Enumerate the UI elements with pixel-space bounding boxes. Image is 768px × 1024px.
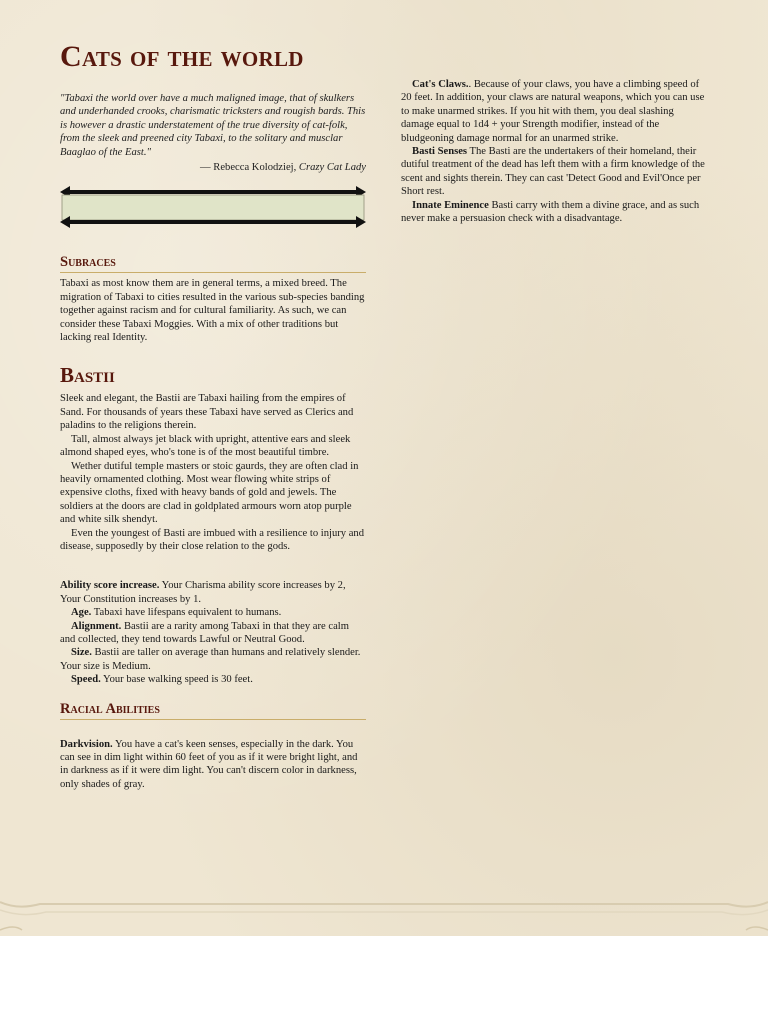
trait-alignment — [60, 620, 366, 647]
bastii-heading: Bastii — [60, 363, 115, 388]
footer-line-outer — [0, 902, 768, 907]
epigraph-attribution — [60, 161, 366, 174]
ability-text: . Because of your claws, you have a climbing speed of 20 feet. In addition, your claws are natural weapons, which you can use to make unarmed strikes. If you hit with them, you deal slashing damage equal to 1d4 + your Strength modifier, instead of the bludgeoning damage normal for an unarmed strike. — [401, 79, 705, 144]
bastii-paragraph-1: Sleek and elegant, the Bastii are Tabaxi hailing from the empires of Sand. For thousands of years these Tabaxi have served as Clerics and paladins to the religions therein. — [60, 393, 354, 432]
ability-basti-senses — [401, 145, 707, 199]
ability-text: The Basti are the undertakers of their homeland, their dutiful treatment of the dead has left them with a firm knowledge of the scent and sights therein. They can cast 'Detect Good and Evil'Once per Short rest. — [401, 146, 705, 198]
ability-cats-claws — [401, 78, 707, 145]
trait-label: Size. — [71, 647, 92, 659]
trait-size — [60, 646, 366, 673]
quote-author: — Rebecca Kolodziej, — [200, 162, 299, 174]
darkvision-label: Darkvision. — [60, 738, 113, 750]
footer-corner-flourish — [0, 927, 768, 930]
banner-panel — [62, 195, 364, 220]
trait-ability-score — [60, 579, 366, 606]
trait-label: Age. — [71, 607, 92, 619]
trait-speed — [60, 673, 366, 686]
subraces-heading: Subraces — [60, 253, 366, 273]
subraces-body: Tabaxi as most know them are in general terms, a mixed breed. The migration of Tabaxi to cities resulted in the various sub-species banding together against racism and for cultural familiarity. As such, we can consider these Tabaxi Moggies. With a mix of other traditions but lacking real Identity. — [60, 278, 365, 344]
trait-text: Your Charisma ability score increases by 2, Your Constitution increases by 1. — [60, 580, 346, 605]
traits-section — [60, 579, 366, 686]
decorative-footer-border — [0, 880, 768, 936]
ability-label: Basti Senses — [412, 146, 468, 158]
scroll-banner — [60, 186, 366, 228]
racial-abilities-section — [60, 700, 366, 792]
quote-work: Crazy Cat Lady — [298, 162, 366, 174]
page-title: Cats of the world — [60, 40, 304, 73]
racial-abilities-heading: Racial Abilities — [60, 700, 366, 720]
trait-text: Your base walking speed is 30 feet. — [100, 674, 253, 686]
bastii-paragraph-4: Even the youngest of Basti are imbued with a resilience to injury and disease, supposedly by their close relation to the gods. — [60, 527, 365, 552]
trait-label: Ability score increase. — [60, 580, 160, 592]
trait-label: Speed. — [71, 674, 101, 686]
trait-label: Alignment. — [71, 620, 122, 632]
bastii-section — [60, 363, 366, 553]
left-column — [60, 38, 366, 791]
ability-text: Basti carry with them a divine grace, and as such never make a persuasion check with a disadvantage. — [401, 199, 700, 225]
trait-text: Tabaxi have lifespans equivalent to humans. — [91, 607, 282, 619]
trait-text: Bastii are taller on average than humans and relatively slender. Your size is Medium. — [60, 647, 361, 672]
darkvision-paragraph — [60, 738, 366, 792]
bastii-paragraph-3: Wether dutiful temple masters or stoic gaurds, they are often clad in heavily ornamented clothing. Most wear flowing white strips of expensive cloths, fixed with heavy bands of gold and jewels. The soldiers at the doors are clad in goldplated armours worn atop purple and white silk shendyt. — [60, 460, 359, 526]
darkvision-text: You have a cat's keen senses, especially in the dark. You can see in dim light within 60 feet of you as if it were bright light, and in darkness as if it were dim light. You can't discern color in darkness, only shades of gray. — [60, 738, 358, 790]
footer-line-inner — [0, 910, 768, 915]
trait-age — [60, 606, 366, 619]
ability-label: Innate Eminence — [412, 199, 489, 211]
right-column — [401, 78, 707, 225]
trait-text: Bastii are a rarity among Tabaxi in that they are calm and collected, they tend towards Lawful or Neutral Good. — [60, 620, 349, 645]
bastii-paragraph-2: Tall, almost always jet black with upright, attentive ears and sleek almond shaped eyes, who's tone is of the most beautiful timbre. — [60, 433, 351, 459]
epigraph-quote: "Tabaxi the world over have a much maligned image, that of skulkers and underhanded crooks, charismatic tricksters and rougish bards. This is however a drastic understatement of the true diversity of cat-folk, from the sleek and preened city Tabaxi, to the solitary and musclar Baaglao of the East." — [60, 93, 366, 158]
ability-innate-eminence — [401, 199, 707, 226]
subraces-section — [60, 253, 366, 344]
scroll-banner-graphic — [60, 186, 366, 228]
ability-label: Cat's Claws. — [412, 79, 469, 90]
